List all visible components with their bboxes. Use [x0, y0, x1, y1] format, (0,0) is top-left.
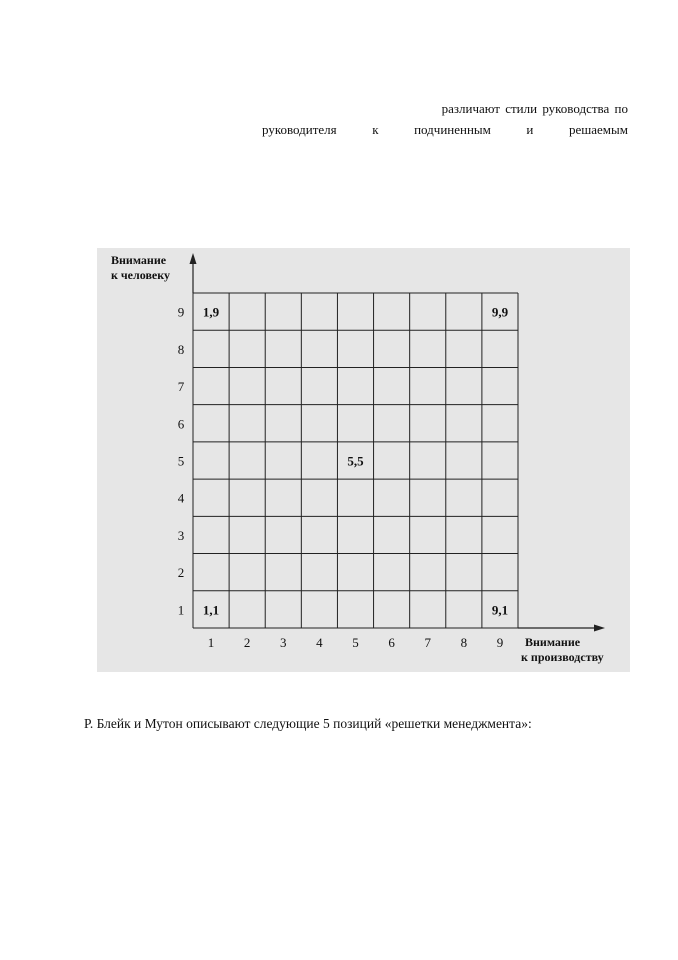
body-text-word: подчиненным [414, 122, 491, 137]
x-tick-label: 6 [388, 635, 395, 650]
y-tick-label: 2 [177, 565, 185, 581]
x-tick-label: 3 [280, 635, 287, 650]
body-text-word: и [526, 122, 534, 137]
management-grid-chart [97, 248, 630, 672]
y-tick-label: 5 [177, 453, 185, 469]
x-tick-label: 8 [460, 635, 468, 650]
x-tick-label: 2 [243, 635, 251, 650]
y-tick-label: 7 [177, 379, 185, 395]
y-axis-arrowhead [190, 253, 197, 264]
y-tick-label: 8 [177, 341, 185, 357]
grid-point-label: 9,1 [491, 602, 509, 618]
x-tick-label: 5 [352, 635, 359, 650]
y-axis-title-line-1: Внимание [111, 253, 167, 267]
y-tick-label: 4 [177, 490, 185, 506]
y-tick-label: 1 [177, 602, 185, 618]
x-axis-title-line-1: Внимание [525, 635, 581, 649]
grid-point-label: 9,9 [491, 304, 509, 320]
management-grid-figure [97, 248, 630, 672]
body-text-word: к [372, 122, 379, 137]
body-text-word: решаемым [568, 122, 628, 137]
y-axis-title-line-2: к человеку [111, 268, 170, 282]
grid-point-label: 5,5 [347, 453, 364, 469]
figure-caption: Р. Блейк и Мутон описывают следующие 5 позиций «решетки менеджмента»: [84, 716, 532, 731]
grid-point-label: 1,1 [202, 602, 220, 618]
y-tick-label: 6 [177, 416, 185, 432]
x-tick-label: 1 [207, 635, 215, 650]
y-tick-label: 9 [177, 304, 185, 320]
grid-point-label: 1,9 [202, 304, 220, 320]
x-axis-arrowhead [594, 625, 605, 632]
x-tick-label: 4 [316, 635, 323, 650]
x-axis-title-line-2: к производству [521, 650, 604, 664]
y-tick-label: 3 [177, 527, 185, 543]
body-text-word: руководителя [262, 122, 337, 137]
body-text-line-1: различают стили руководства по [441, 101, 628, 116]
x-tick-label: 9 [496, 635, 504, 650]
body-text-line-2 [262, 122, 628, 137]
x-tick-label: 7 [424, 635, 431, 650]
